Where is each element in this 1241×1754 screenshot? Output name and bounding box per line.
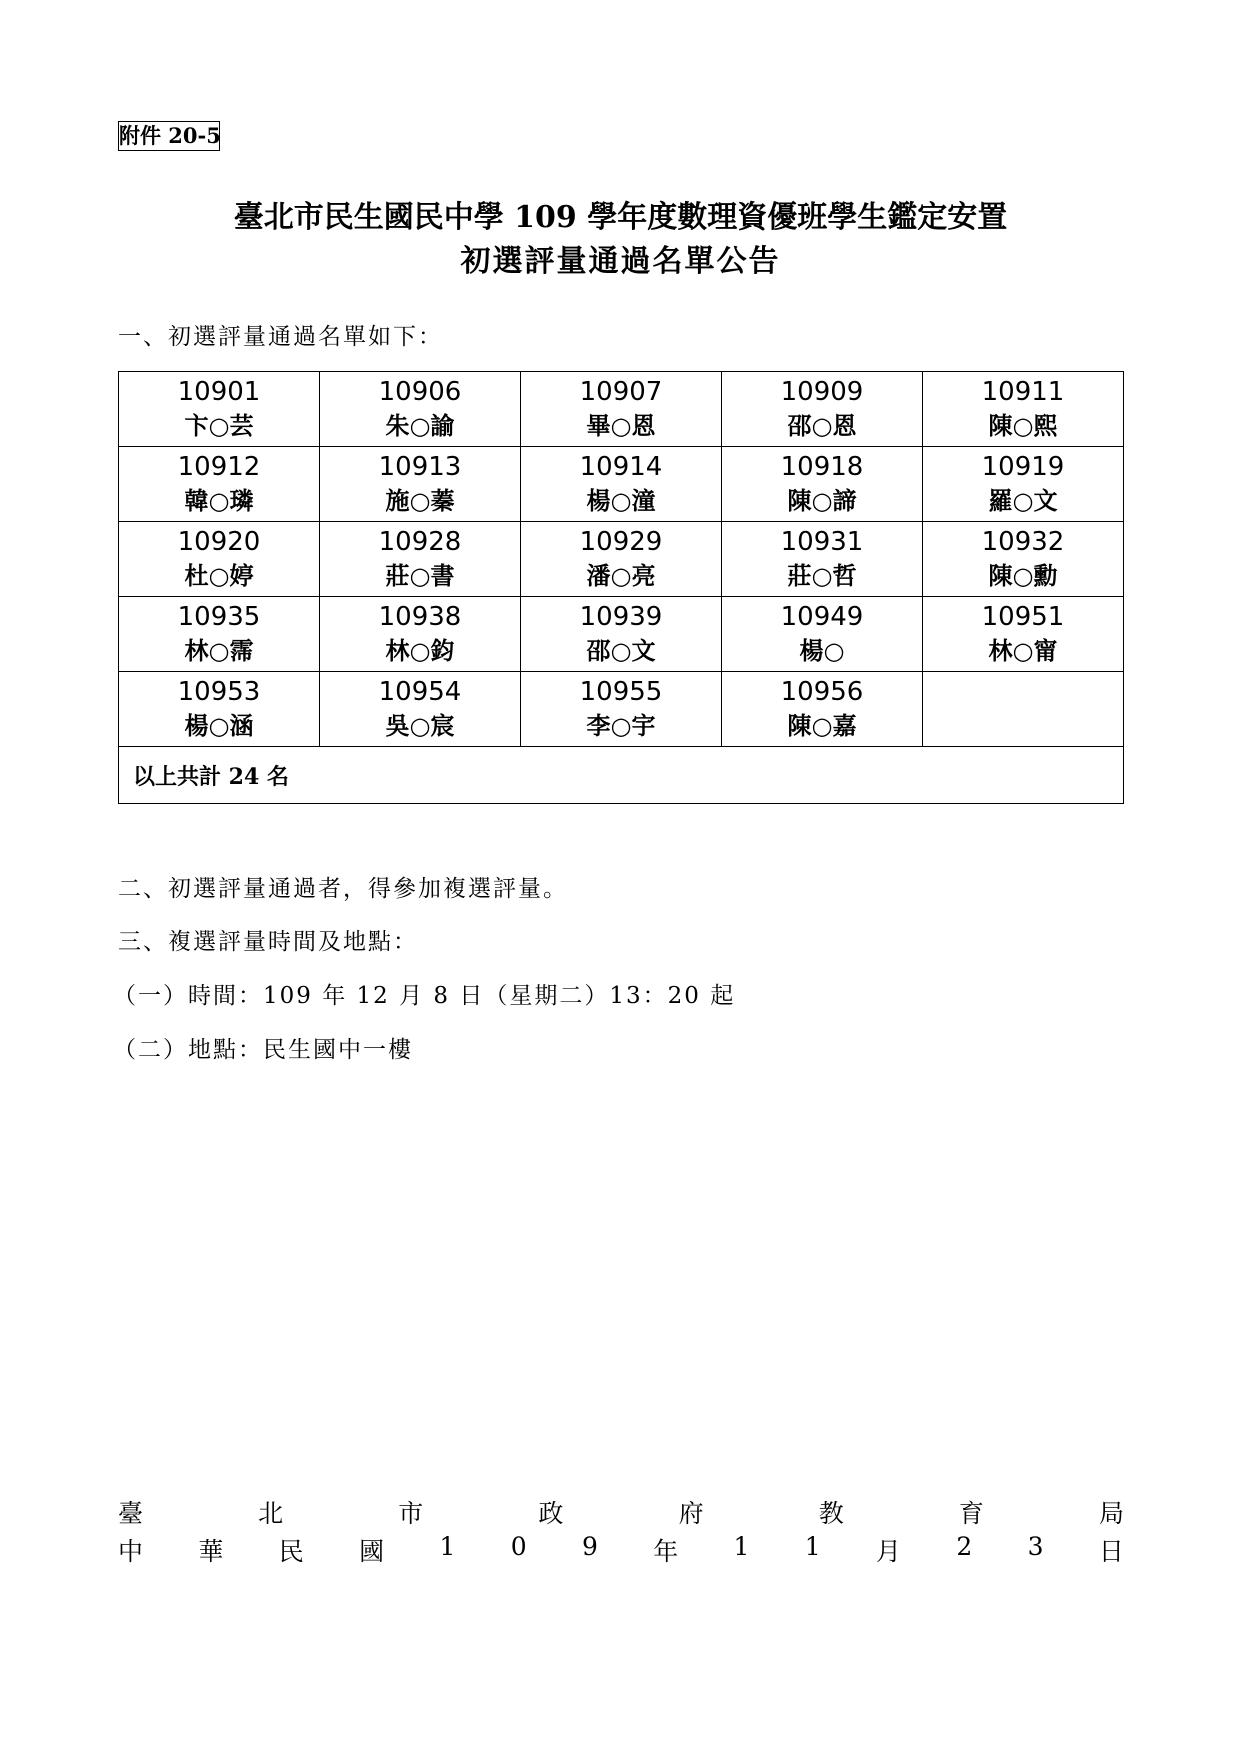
- student-cell: [923, 372, 1124, 447]
- student-cell: [320, 522, 521, 597]
- signature-char: 月: [876, 1537, 902, 1566]
- signature-char: 府: [678, 1499, 704, 1528]
- signature-char: 日: [1098, 1537, 1124, 1566]
- student-id: 10956: [780, 677, 864, 707]
- student-id: 10932: [981, 527, 1065, 557]
- student-id: 10955: [579, 677, 663, 707]
- student-id: 10953: [177, 677, 261, 707]
- student-name: 畢○恩: [586, 411, 656, 440]
- student-id: 10914: [579, 452, 663, 482]
- student-cell: [320, 597, 521, 672]
- table-row: [119, 447, 1124, 522]
- student-id: 10951: [981, 602, 1065, 632]
- student-name: 李○宇: [586, 711, 656, 740]
- student-cell: [521, 372, 722, 447]
- signature-org: [118, 1494, 1124, 1530]
- student-name: 杜○婷: [184, 561, 254, 590]
- signature-char: 中: [118, 1537, 144, 1566]
- student-cell: [119, 522, 320, 597]
- student-list-table: [118, 371, 1124, 804]
- student-name: 羅○文: [988, 486, 1058, 515]
- student-name: 陳○嘉: [787, 711, 857, 740]
- student-id: 10912: [177, 452, 261, 482]
- student-name: 楊○涵: [184, 711, 254, 740]
- student-cell: [722, 597, 923, 672]
- document-subtitle: 初選評量通過名單公告: [460, 244, 781, 279]
- signature-char: 1: [804, 1532, 821, 1561]
- student-name: 邵○文: [586, 636, 656, 665]
- document-title: 臺北市民生國民中學 109 學年度數理資優班學生鑑定安置: [233, 200, 1008, 235]
- student-id: 10938: [378, 602, 462, 632]
- student-cell: [521, 597, 722, 672]
- student-id: 10929: [579, 527, 663, 557]
- student-name: 朱○諭: [385, 411, 455, 440]
- signature-char: 華: [198, 1537, 224, 1566]
- signature-char: 1: [733, 1532, 750, 1561]
- signature-char: 育: [958, 1499, 984, 1528]
- student-cell: [320, 672, 521, 747]
- total-count: 以上共計 24 名: [119, 747, 1124, 804]
- signature-char: 9: [581, 1532, 598, 1561]
- student-id: 10901: [177, 377, 261, 407]
- section3-heading: 三、複選評量時間及地點：: [118, 929, 418, 955]
- student-cell: [722, 447, 923, 522]
- student-cell: [521, 447, 722, 522]
- student-name: 陳○勳: [988, 561, 1058, 590]
- signature-char: 1: [439, 1532, 456, 1561]
- student-id: 10935: [177, 602, 261, 632]
- student-cell: [923, 522, 1124, 597]
- student-name: 卞○芸: [184, 411, 254, 440]
- student-name: 林○鈞: [385, 636, 455, 665]
- signature-char: 市: [398, 1499, 424, 1528]
- student-id: 10928: [378, 527, 462, 557]
- exam-time: （一）時間：109 年 12 月 8 日（星期二）13：20 起: [113, 983, 736, 1009]
- student-id: 10920: [177, 527, 261, 557]
- signature-char: 0: [510, 1532, 527, 1561]
- table-row: [119, 372, 1124, 447]
- student-cell: [722, 372, 923, 447]
- student-name: 陳○諦: [787, 486, 857, 515]
- student-cell: [119, 597, 320, 672]
- student-id: 10919: [981, 452, 1065, 482]
- signature-char: 國: [359, 1537, 385, 1566]
- student-cell: [923, 672, 1124, 747]
- signature-char: 局: [1098, 1499, 1124, 1528]
- signature-char: 3: [1027, 1532, 1044, 1561]
- table-row: [119, 672, 1124, 747]
- section1-heading: 一、初選評量通過名單如下：: [118, 324, 443, 350]
- signature-char: 2: [956, 1532, 973, 1561]
- student-cell: [722, 522, 923, 597]
- student-name: 韓○璘: [184, 486, 254, 515]
- student-name: 林○甯: [988, 636, 1058, 665]
- student-name: 潘○亮: [586, 561, 656, 590]
- student-cell: [521, 672, 722, 747]
- signature-char: 北: [258, 1499, 284, 1528]
- student-name: 吳○宸: [385, 711, 455, 740]
- student-id: 10906: [378, 377, 462, 407]
- student-name: 林○霈: [184, 636, 254, 665]
- student-id: 10913: [378, 452, 462, 482]
- student-cell: [722, 672, 923, 747]
- student-name: 陳○熙: [988, 411, 1058, 440]
- student-id: 10907: [579, 377, 663, 407]
- student-id: 10949: [780, 602, 864, 632]
- student-name: 楊○潼: [586, 486, 656, 515]
- student-cell: [119, 672, 320, 747]
- student-cell: [923, 597, 1124, 672]
- signature-char: 教: [818, 1499, 844, 1528]
- student-cell: [119, 447, 320, 522]
- student-id: 10909: [780, 377, 864, 407]
- student-name: 施○蓁: [385, 486, 455, 515]
- student-id: 10939: [579, 602, 663, 632]
- signature-char: 年: [653, 1537, 679, 1566]
- table-row: [119, 597, 1124, 672]
- signature-char: 臺: [118, 1499, 144, 1528]
- section2-text: 二、初選評量通過者，得參加複選評量。: [118, 876, 568, 902]
- attachment-label: 附件 20-5: [118, 121, 220, 151]
- signature-char: 民: [278, 1537, 304, 1566]
- student-name: 莊○哲: [787, 561, 857, 590]
- signature-char: 政: [538, 1499, 564, 1528]
- student-id: 10911: [981, 377, 1065, 407]
- table-row: [119, 522, 1124, 597]
- student-id: 10918: [780, 452, 864, 482]
- student-id: 10931: [780, 527, 864, 557]
- signature-date: [118, 1532, 1124, 1568]
- student-cell: [923, 447, 1124, 522]
- student-cell: [119, 372, 320, 447]
- student-cell: [521, 522, 722, 597]
- student-name: 楊○: [799, 636, 845, 665]
- student-id: 10954: [378, 677, 462, 707]
- student-name: 邵○恩: [787, 411, 857, 440]
- student-name: 莊○書: [385, 561, 455, 590]
- student-cell: [320, 447, 521, 522]
- exam-place: （二）地點：民生國中一樓: [113, 1037, 413, 1063]
- student-cell: [320, 372, 521, 447]
